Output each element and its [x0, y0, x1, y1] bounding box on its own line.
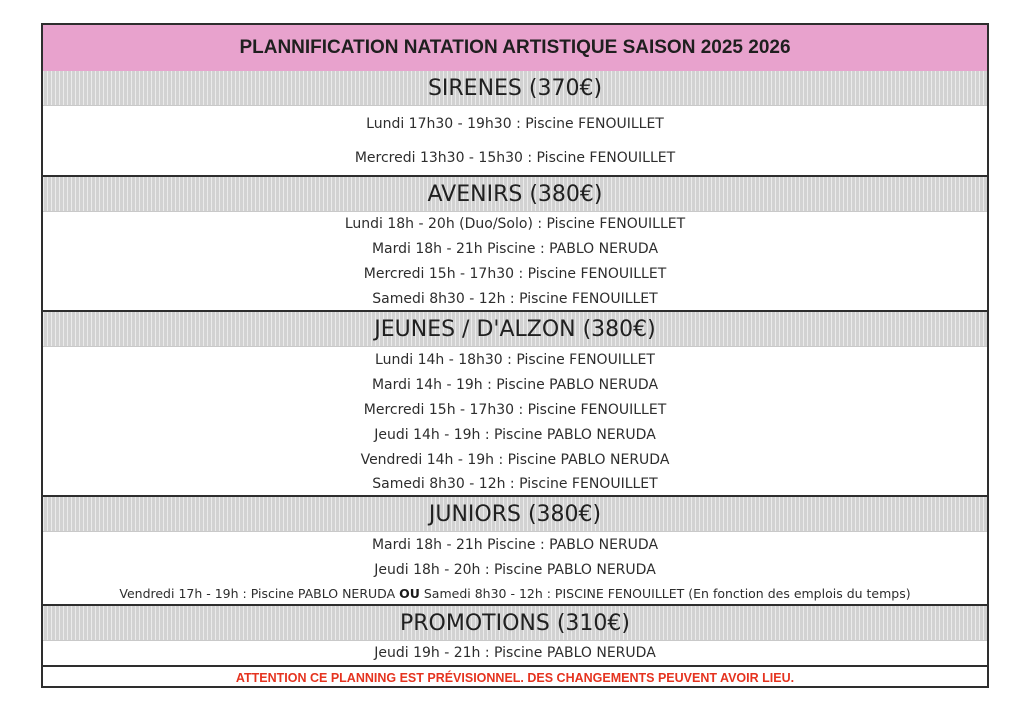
section-sirenes [43, 71, 987, 106]
section-promotions [43, 606, 987, 641]
schedule-line: Mercredi 15h - 17h30 : Piscine FENOUILLET [363, 266, 667, 282]
schedule-line: Lundi 17h30 - 19h30 : Piscine FENOUILLET [366, 116, 664, 132]
section-header: JEUNES / D'ALZON (380€) [43, 312, 987, 347]
schedule-line: Vendredi 14h - 19h : Piscine PABLO NERUDA [360, 452, 670, 468]
section-header: AVENIRS (380€) [43, 177, 987, 212]
section-jeunes-dalzon [43, 312, 987, 347]
schedule-line: Lundi 18h - 20h (Duo/Solo) : Piscine FENOUILLET [344, 216, 686, 232]
schedule-line: Samedi 8h30 - 12h : Piscine FENOUILLET [372, 291, 658, 307]
schedule-line: Jeudi 18h - 20h : Piscine PABLO NERUDA [374, 562, 656, 578]
schedule-line: Jeudi 19h - 21h : Piscine PABLO NERUDA [374, 645, 656, 661]
section-juniors [43, 497, 987, 532]
section-header: PROMOTIONS (310€) [43, 606, 987, 641]
schedule-line: Mardi 18h - 21h Piscine : PABLO NERUDA [371, 537, 659, 553]
schedule-sheet [41, 23, 989, 688]
schedule-line-alternative [43, 585, 987, 603]
schedule-line-part: Samedi 8h30 - 12h : PISCINE FENOUILLET (En fonction des emplois du temps) [419, 586, 911, 601]
schedule-line: Samedi 8h30 - 12h : Piscine FENOUILLET [372, 476, 658, 492]
schedule-line: Mardi 14h - 19h : Piscine PABLO NERUDA [371, 377, 659, 393]
schedule-line: Mardi 18h - 21h Piscine : PABLO NERUDA [371, 241, 659, 257]
section-header: SIRENES (370€) [43, 71, 987, 106]
schedule-line: Mercredi 13h30 - 15h30 : Piscine FENOUILLET [354, 150, 676, 166]
or-keyword: OU [399, 586, 420, 601]
section-avenirs [43, 177, 987, 212]
schedule-line-part: Vendredi 17h - 19h : Piscine PABLO NERUDA [119, 586, 400, 601]
schedule-line: Mercredi 15h - 17h30 : Piscine FENOUILLET [363, 402, 667, 418]
section-header: JUNIORS (380€) [43, 497, 987, 532]
schedule-line: Jeudi 14h - 19h : Piscine PABLO NERUDA [374, 427, 656, 443]
schedule-line: Lundi 14h - 18h30 : Piscine FENOUILLET [375, 352, 655, 368]
page-title: PLANNIFICATION NATATION ARTISTIQUE SAISON 2025 2026 [43, 25, 987, 73]
warning-notice: ATTENTION CE PLANNING EST PRÉVISIONNEL. DES CHANGEMENTS PEUVENT AVOIR LIEU. [235, 670, 795, 685]
